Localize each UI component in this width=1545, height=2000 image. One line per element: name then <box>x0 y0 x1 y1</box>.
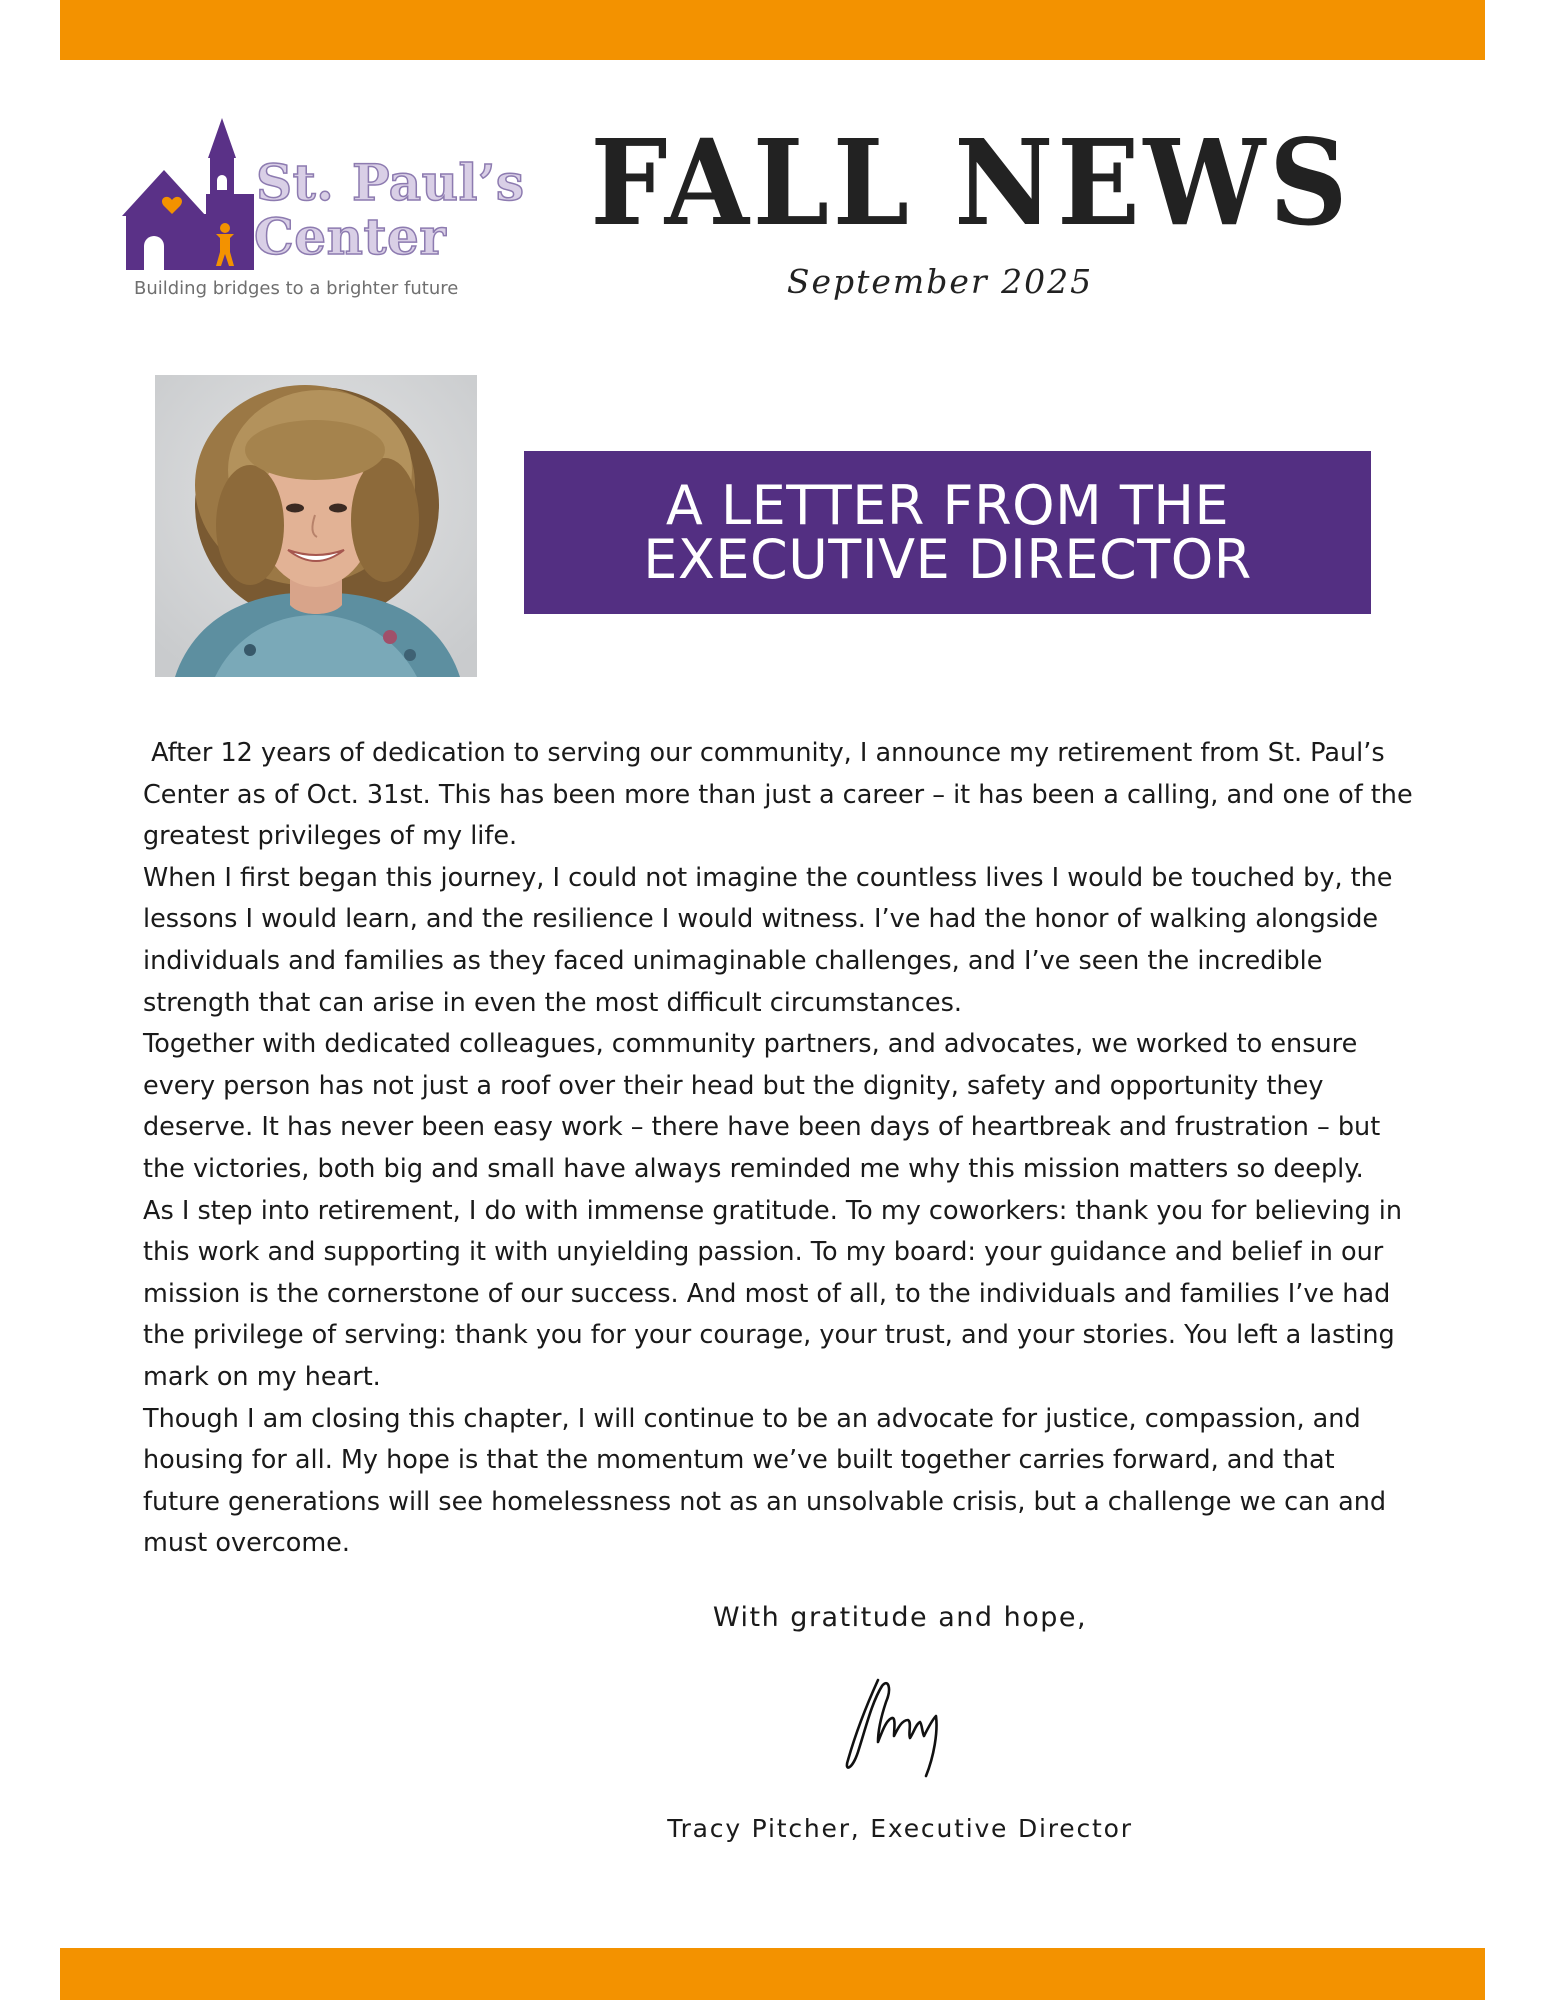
logo-name <box>254 153 525 266</box>
newsletter-title: FALL NEWS <box>590 113 1352 252</box>
organization-logo <box>122 118 532 308</box>
letter-paragraph: Though I am closing this chapter, I will continue to be an advocate for justice, compassion, and housing for all. My hope is that the momentum we’ve built together carries forward, and that future generations will see homelessness not as an unsolvable crisis, but a challenge we can and must overcome. <box>143 1403 1395 1559</box>
letter-body <box>143 733 1421 1565</box>
issue-date: September 2025 <box>786 262 1094 301</box>
letter-heading-line1: A LETTER FROM THE <box>665 473 1230 537</box>
bottom-accent-bar <box>60 1948 1485 2000</box>
letter-paragraph: After 12 years of dedication to serving our community, I announce my retirement from St. Paul’s Center as of Oct. 31st. This has been more than just a career – it has been a calling, and one of the greatest privileges of my life. <box>143 738 1421 852</box>
letter-closing: With gratitude and hope, <box>712 1602 1088 1633</box>
letter-paragraph: Together with dedicated colleagues, community partners, and advocates, we worked to ensure every person has not just a roof over their head but the dignity, safety and opportunity they deserve. It has never been easy work – there have been days of heartbreak and frustration – but the victories, both big and small have always reminded me why this mission matters so deeply. <box>143 1029 1389 1184</box>
logo-name-line1: St. Paul’s <box>256 153 525 212</box>
handwritten-signature <box>838 1672 968 1782</box>
church-icon <box>122 118 262 278</box>
letter-paragraph: As I step into retirement, I do with immense gratitude. To my coworkers: thank you for believing in this work and supporting it with unyielding passion. To my board: your guidance and belief in our mission is the cornerstone of our success. And most of all, to the individuals and families I’ve had the privilege of serving: thank you for your courage, your trust, and your stories. You left a lasting mark on my heart. <box>143 1195 1411 1392</box>
logo-tagline: Building bridges to a brighter future <box>134 278 459 299</box>
letter-heading-banner <box>524 451 1371 614</box>
letter-heading-line2: EXECUTIVE DIRECTOR <box>643 527 1252 591</box>
letter-paragraph: When I first began this journey, I could not imagine the countless lives I would be touched by, the lessons I would learn, and the resilience I would witness. I’ve had the honor of walking alongside individuals and families as they faced unimaginable challenges, and I’ve seen the incredible strength that can arise in even the most difficult circumstances. <box>143 862 1401 1018</box>
top-accent-bar <box>60 0 1485 60</box>
signatory-name: Tracy Pitcher, Executive Director <box>667 1814 1133 1843</box>
letter-heading <box>568 473 1328 591</box>
logo-name-line2: Center <box>254 207 447 266</box>
director-portrait <box>155 375 477 677</box>
